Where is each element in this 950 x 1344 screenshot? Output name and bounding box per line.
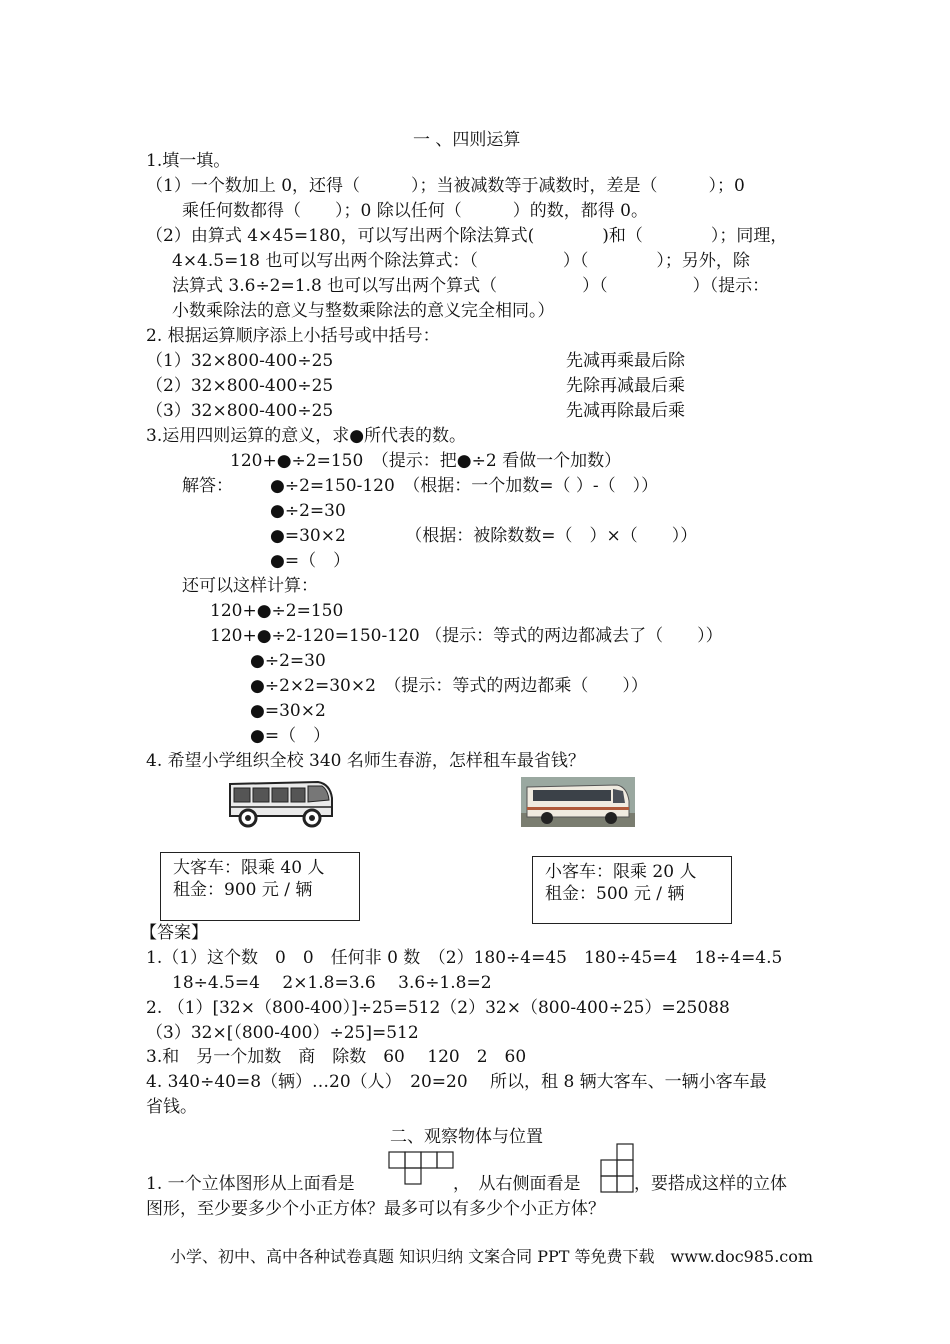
q3-line: ●÷2×2=30×2 （提示：等式的两边都乘（ ）） [250, 676, 648, 696]
q1-line: 乘任何数都得（ ）；0 除以任何（ ）的数，都得 0。 [182, 201, 648, 221]
q3-heading: 3.运用四则运算的意义，求●所代表的数。 [146, 426, 467, 446]
small-bus-capacity: 小客车：限乘 20 人 [545, 862, 697, 882]
q2-expr: （2）32×800-400÷25 [146, 376, 334, 396]
q3-line: 120+●÷2=150 [210, 601, 344, 621]
q3-answer-label: 解答： [182, 476, 233, 496]
big-bus-price: 租金：900 元 / 辆 [173, 880, 313, 900]
q3-line: ●=（ ） [250, 726, 331, 746]
q2-hint: 先减再乘最后除 [566, 351, 685, 371]
big-bus-capacity: 大客车：限乘 40 人 [173, 858, 325, 878]
q3-line: ●÷2=30 [250, 651, 326, 671]
answer-line: 2. （1）[32×（800-400）]÷25=512（2）32×（800-400÷25）=25088 [146, 998, 730, 1018]
q3-line: ●=30×2 （根据：被除数数=（ ）×（ ）） [270, 526, 698, 546]
answer-line: 1.（1）这个数 0 0 任何非 0 数 （2）180÷4=45 180÷45=4 18÷4=4.5 [146, 948, 783, 968]
q2-expr: （3）32×800-400÷25 [146, 401, 334, 421]
section-title-observation: 二、观察物体与位置 [390, 1127, 543, 1147]
q1-line: 法算式 3.6÷2=1.8 也可以写出两个算式（ ）（ ）（提示： [172, 276, 770, 296]
p2q1-text: ， 从右侧面看是 [453, 1174, 581, 1194]
small-bus-info-box [532, 856, 732, 924]
q2-heading: 2. 根据运算顺序添上小括号或中括号： [146, 326, 440, 346]
p2q1-text: 图形，至少要多少个小正方体？最多可以有多少个小正方体？ [146, 1199, 605, 1219]
q3-line: ●=（ ） [270, 551, 351, 571]
answer-line: 4. 340÷40=8（辆）…20（人） 20=20 所以，租 8 辆大客车、一辆小客车最 [146, 1072, 767, 1092]
q1-line: 4×4.5=18 也可以写出两个除法算式：（ ）（ ）；另外，除 [172, 251, 750, 271]
big-bus-image [226, 776, 336, 828]
top-view-grid [388, 1151, 454, 1187]
q4-heading: 4. 希望小学组织全校 340 名师生春游，怎样租车最省钱？ [146, 751, 585, 771]
q2-hint: 先除再减最后乘 [566, 376, 685, 396]
small-bus-price: 租金：500 元 / 辆 [545, 884, 685, 904]
q3-line: ●=30×2 [250, 701, 326, 721]
q1-line: （1）一个数加上 0，还得（ ）；当被减数等于减数时，差是（ ）；0 [146, 176, 745, 196]
section-title-arithmetic: 一 、四则运算 [413, 130, 521, 150]
answers-heading: 【答案】 [140, 923, 208, 943]
q2-expr: （1）32×800-400÷25 [146, 351, 334, 371]
q3-alt-label: 还可以这样计算： [182, 576, 318, 596]
footer-text: 小学、初中、高中各种试卷真题 知识归纳 文案合同 PPT 等免费下载 www.doc985.com [170, 1247, 814, 1266]
q3-line: 120+●÷2=150 （提示：把●÷2 看做一个加数） [230, 451, 622, 471]
q3-line: ●÷2=30 [270, 501, 346, 521]
answer-line: 省钱。 [146, 1097, 197, 1117]
p2q1-text: 1. 一个立体图形从上面看是 [146, 1174, 355, 1194]
answer-line: 3.和 另一个加数 商 除数 60 120 2 60 [146, 1047, 527, 1067]
q3-line: ●÷2=150-120 （根据：一个加数=（ ）-（ ）） [270, 476, 659, 496]
q3-line: 120+●÷2-120=150-120 （提示：等式的两边都减去了（ ）） [210, 626, 723, 646]
big-bus-info-box [160, 852, 360, 921]
q1-line: 小数乘除法的意义与整数乘除法的意义完全相同。） [172, 301, 555, 321]
q2-hint: 先减再除最后乘 [566, 401, 685, 421]
q1-heading: 1.填一填。 [146, 151, 231, 171]
small-bus-image [521, 777, 635, 827]
side-view-grid [600, 1143, 636, 1195]
answer-line: 18÷4.5=4 2×1.8=3.6 3.6÷1.8=2 [172, 973, 492, 993]
q1-line: （2）由算式 4×45=180，可以写出两个除法算式( )和（ ）；同理， [146, 226, 788, 246]
answer-line: （3）32×[（800-400）÷25]=512 [146, 1023, 419, 1043]
p2q1-text: ，要搭成这样的立体 [634, 1174, 787, 1194]
